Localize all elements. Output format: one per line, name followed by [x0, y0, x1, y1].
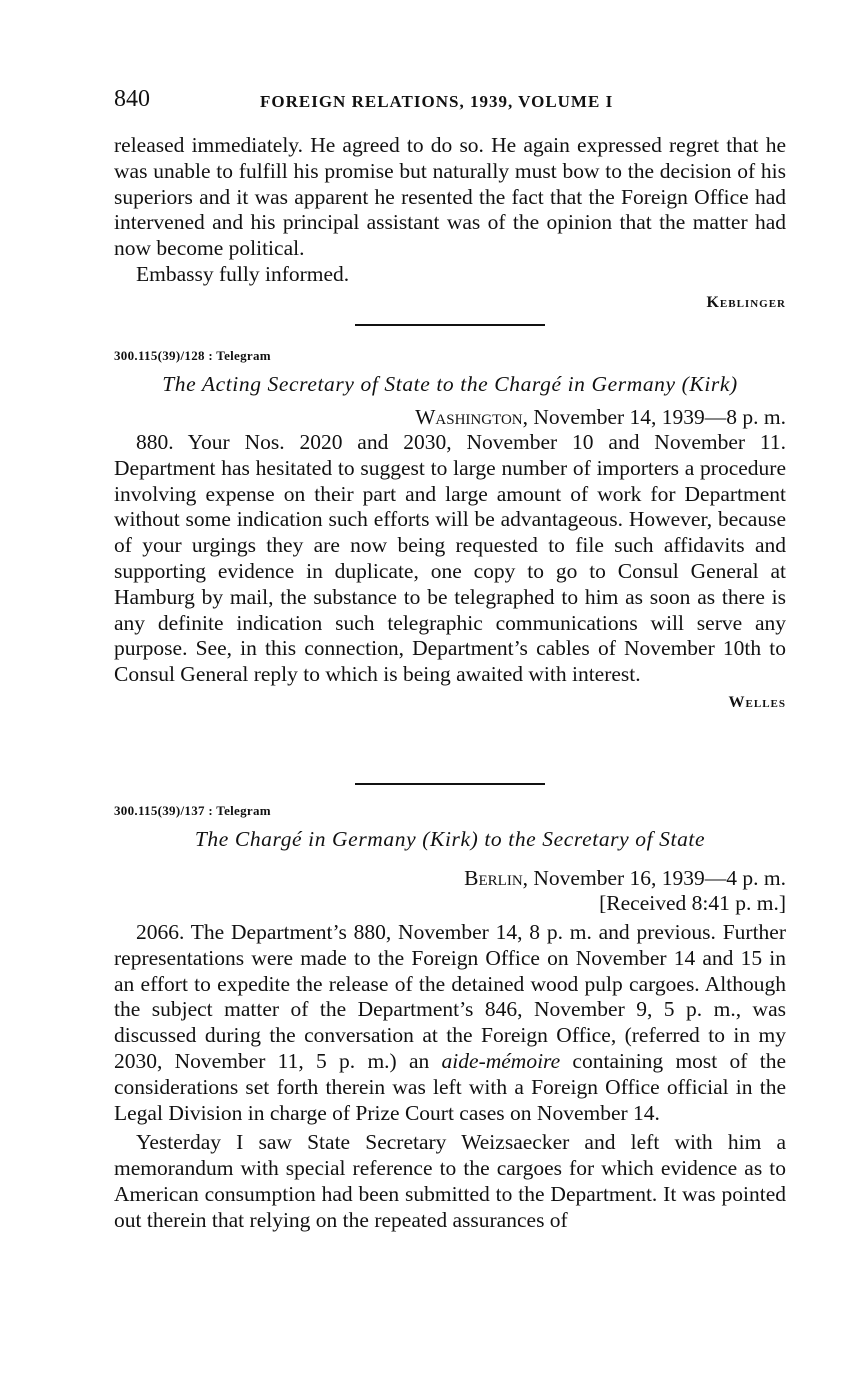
dateline [114, 866, 786, 891]
document-880 [114, 348, 786, 712]
signature-welles: Welles [728, 693, 786, 711]
body-text: 2066. The Department’s 880, November 14, 8 p. m. and previous. Further representations were made to the Foreign Office on November 14 and 15 in an effort to expedite the release of the detained wood pulp cargoes. Although the subject matter of the Department’s 846, November 9, 5 p. m., was discussed during the conversation at the Foreign Office, (referred to in my 2030, November 11, 5 p. m.) an [114, 920, 786, 1073]
page-number: 840 [114, 86, 150, 112]
section-divider [355, 783, 545, 785]
section-divider [355, 324, 545, 326]
document-title: The Acting Secretary of State to the Chargé in Germany (Kirk) [162, 372, 738, 396]
body-text: containing most of the considerations set forth therein was left with a Foreign Office official in the Legal Division in charge of Prize Court cases on November 14. [114, 1048, 786, 1125]
italic-term: aide-mémoire [441, 1048, 561, 1073]
telegram-paragraph: Yesterday I saw State Secretary Weizsaecker and left with him a memorandum with special reference to the cargoes for which evidence as to American consumption had been submitted to the Department. It was pointed out therein that relying on the repeated assurances of [114, 1130, 786, 1232]
closing-line: Embassy fully informed. [136, 261, 350, 286]
telegram-body: 880. Your Nos. 2020 and 2030, November 10 and November 11. Department has hesitated to suggest to large number of importers a procedure involving expense on their part and large amount of work for Department without some indication such efforts will be advantageous. However, because of your urgings they are now being requested to file such affidavits and supporting evidence in duplicate, one copy to go to Consul General at Hamburg by mail, the substance to be telegraphed to him as soon as there is any definite indication such telegraphic communications will serve any purpose. See, in this connection, Department’s cables of November 10th to Consul General reply to which is being awaited with interest. [114, 430, 786, 687]
dateline-date: , November 14, 1939—8 p. m. [522, 405, 786, 429]
document-2066 [114, 803, 786, 1234]
continued-paragraph: released immediately. He agreed to do so. He again expressed regret that he was unable to fulfill his promise but naturally must bow to the decision of his superiors and it was apparent he resented the fact that the Foreign Office had intervened and his principal assistant was of the opinion that the matter had now become political. [114, 133, 786, 261]
dateline-place: Berlin [464, 866, 523, 890]
running-head: FOREIGN RELATIONS, 1939, VOLUME I [260, 92, 614, 111]
continued-section [114, 133, 786, 312]
document-title: The Chargé in Germany (Kirk) to the Secretary of State [194, 827, 706, 851]
signature-keblinger: Keblinger [706, 293, 786, 311]
dateline-place: Washington [415, 405, 523, 429]
page-header [114, 86, 786, 116]
received-line: [Received 8:41 p. m.] [599, 891, 786, 915]
telegram-body [114, 920, 786, 1126]
file-reference: 300.115(39)/137 : Telegram [114, 803, 271, 818]
dateline-date: , November 16, 1939—4 p. m. [522, 866, 786, 890]
dateline [114, 405, 786, 430]
file-reference: 300.115(39)/128 : Telegram [114, 348, 271, 363]
